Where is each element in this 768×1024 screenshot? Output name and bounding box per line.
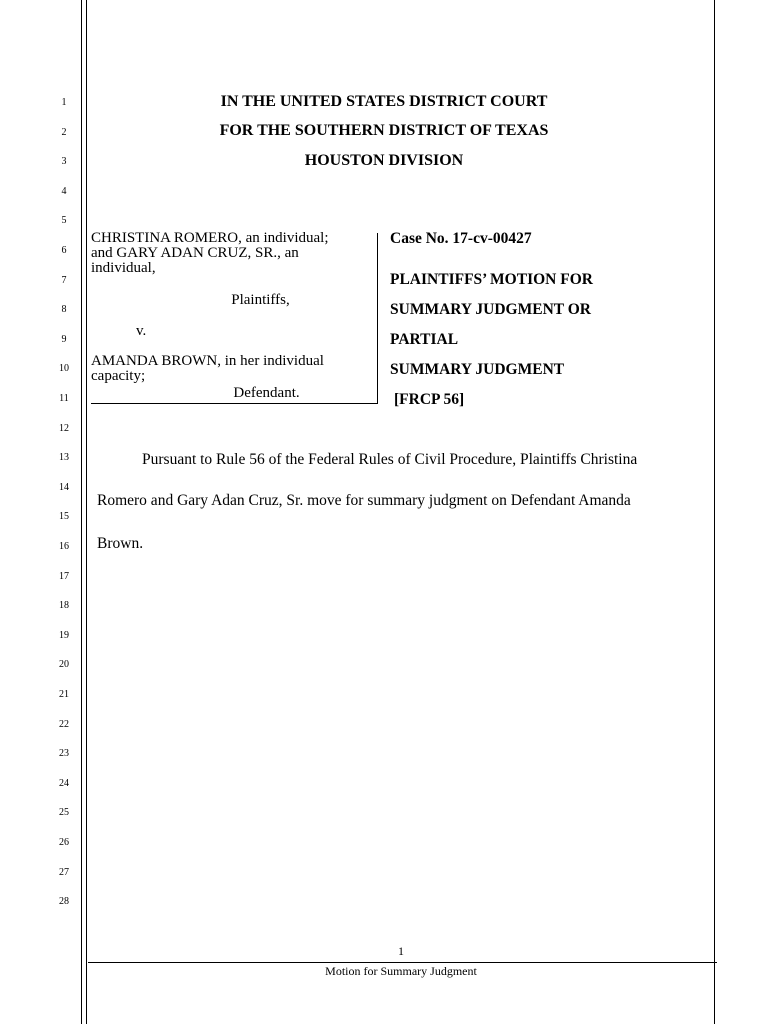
line-number: 16	[59, 541, 69, 552]
line-number: 5	[61, 215, 67, 227]
line-number: 25	[59, 807, 69, 819]
motion-title-line-1: PLAINTIFFS’ MOTION FOR	[390, 271, 593, 288]
line-number: 4	[61, 185, 67, 197]
caption-bottom-rule	[91, 403, 378, 404]
line-number: 22	[59, 718, 69, 730]
line-number: 15	[59, 511, 69, 523]
line-number: 7	[61, 274, 67, 286]
plaintiff-line-1: CHRISTINA ROMERO, an individual;	[91, 230, 329, 246]
line-number: 14	[59, 481, 69, 493]
plaintiff-line-3: individual,	[91, 260, 156, 276]
motion-title-line-4: SUMMARY JUDGMENT	[390, 361, 565, 378]
line-number: 21	[59, 689, 69, 700]
motion-title-line-2: SUMMARY JUDGMENT OR	[390, 301, 591, 318]
court-heading-line-3: HOUSTON DIVISION	[304, 152, 464, 169]
caption-vertical-rule	[377, 233, 378, 404]
body-line-2: Romero and Gary Adan Cruz, Sr. move for summary judgment on Defendant Amanda	[97, 492, 631, 509]
line-number: 13	[59, 452, 69, 464]
line-number: 6	[61, 245, 67, 256]
line-number: 3	[61, 156, 67, 168]
motion-title-line-3: PARTIAL	[390, 331, 459, 348]
line-number: 23	[59, 748, 69, 760]
defendant-line-1: AMANDA BROWN, in her individual	[91, 353, 324, 369]
line-number: 28	[59, 896, 69, 908]
body-line-3: Brown.	[97, 535, 144, 552]
defendant-label: Defendant.	[233, 385, 300, 401]
line-number: 8	[61, 304, 67, 316]
line-number: 24	[59, 777, 69, 789]
versus-label: v.	[136, 323, 147, 339]
defendant-line-2: capacity;	[91, 368, 146, 384]
line-number: 19	[59, 629, 69, 641]
court-heading-line-2: FOR THE SOUTHERN DISTRICT OF TEXAS	[219, 122, 549, 139]
line-number: 17	[59, 570, 69, 582]
line-number: 18	[59, 600, 69, 612]
line-number: 2	[61, 126, 67, 138]
plaintiffs-label: Plaintiffs,	[231, 292, 290, 308]
line-number: 1	[61, 97, 67, 108]
line-number: 26	[59, 837, 69, 848]
footer-page-number: 1	[398, 944, 404, 958]
plaintiff-line-2: and GARY ADAN CRUZ, SR., an	[91, 245, 299, 261]
footer-rule	[88, 962, 717, 963]
body-line-1: Pursuant to Rule 56 of the Federal Rules of Civil Procedure, Plaintiffs Christina	[142, 451, 638, 468]
line-number: 11	[59, 393, 69, 404]
line-number: 12	[59, 422, 69, 434]
line-number: 10	[59, 363, 69, 375]
line-number: 20	[59, 659, 69, 671]
line-number: 9	[61, 333, 67, 345]
case-number: Case No. 17-cv-00427	[390, 230, 532, 247]
footer-title: Motion for Summary Judgment	[325, 964, 477, 978]
court-heading-line-1: IN THE UNITED STATES DISTRICT COURT	[220, 93, 548, 110]
rule-reference: [FRCP 56]	[394, 391, 465, 408]
line-number: 27	[59, 866, 69, 878]
